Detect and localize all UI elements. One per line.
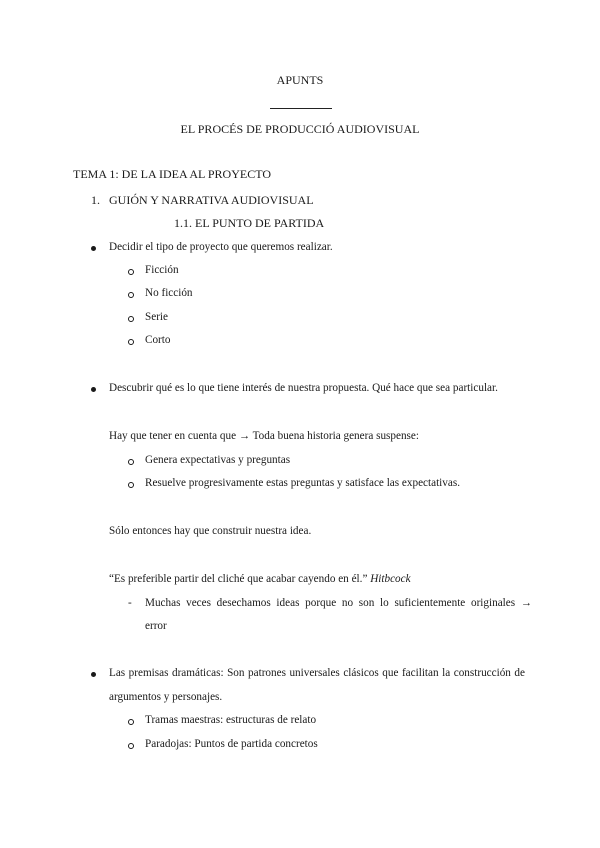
title-divider <box>270 108 332 109</box>
dash-item-line2: error <box>145 620 167 632</box>
list-item-premisas-line2: argumentos y personajes. <box>109 691 223 703</box>
circle-marker <box>128 459 134 465</box>
circle-marker <box>128 292 134 298</box>
section-number-1: 1. <box>91 193 100 207</box>
tema-heading: TEMA 1: DE LA IDEA AL PROYECTO <box>73 167 272 181</box>
list-item-ficcion: Ficción <box>145 264 179 276</box>
list-item-premisas-line1: Las premisas dramáticas: Son patrones universales clásicos que facilitan la construcción de <box>109 667 525 679</box>
list-item-resuelve: Resuelve progresivamente estas preguntas y satisface las expectativas. <box>145 477 460 489</box>
list-item-no-ficcion: No ficción <box>145 287 193 299</box>
list-item-corto: Corto <box>145 334 171 346</box>
document-subtitle: EL PROCÉS DE PRODUCCIÓ AUDIOVISUAL <box>180 122 420 136</box>
paragraph-construir: Sólo entonces hay que construir nuestra idea. <box>109 525 312 537</box>
document-title: APUNTS <box>276 73 324 87</box>
bullet-marker <box>91 672 96 677</box>
circle-marker <box>128 482 134 488</box>
circle-marker <box>128 316 134 322</box>
bullet-marker <box>91 246 96 251</box>
subsection-heading: 1.1. EL PUNTO DE PARTIDA <box>174 216 325 230</box>
list-item-expectativas: Genera expectativas y preguntas <box>145 454 291 466</box>
circle-marker <box>128 269 134 275</box>
quote-line <box>109 573 411 585</box>
dash-item-line1: Muchas veces desechamos ideas porque no son lo suficientemente originales → <box>145 597 532 609</box>
dash-marker: - <box>128 597 132 609</box>
quote-author: Hitbcock <box>370 573 411 585</box>
paragraph-suspense: Hay que tener en cuenta que → Toda buena historia genera suspense: <box>109 430 419 442</box>
section-heading-guion: GUIÓN Y NARRATIVA AUDIOVISUAL <box>109 193 314 207</box>
bullet-marker <box>91 387 96 392</box>
list-item-paradojas: Paradojas: Puntos de partida concretos <box>145 738 318 750</box>
list-item-serie: Serie <box>145 311 168 323</box>
list-item-descubrir: Descubrir qué es lo que tiene interés de nuestra propuesta. Qué hace que sea particular. <box>109 382 498 394</box>
list-item-decidir: Decidir el tipo de proyecto que queremos realizar. <box>109 241 333 253</box>
circle-marker <box>128 719 134 725</box>
list-item-tramas: Tramas maestras: estructuras de relato <box>145 714 317 726</box>
quote-text: “Es preferible partir del cliché que acabar cayendo en él.” <box>109 573 368 585</box>
circle-marker <box>128 743 134 749</box>
circle-marker <box>128 339 134 345</box>
